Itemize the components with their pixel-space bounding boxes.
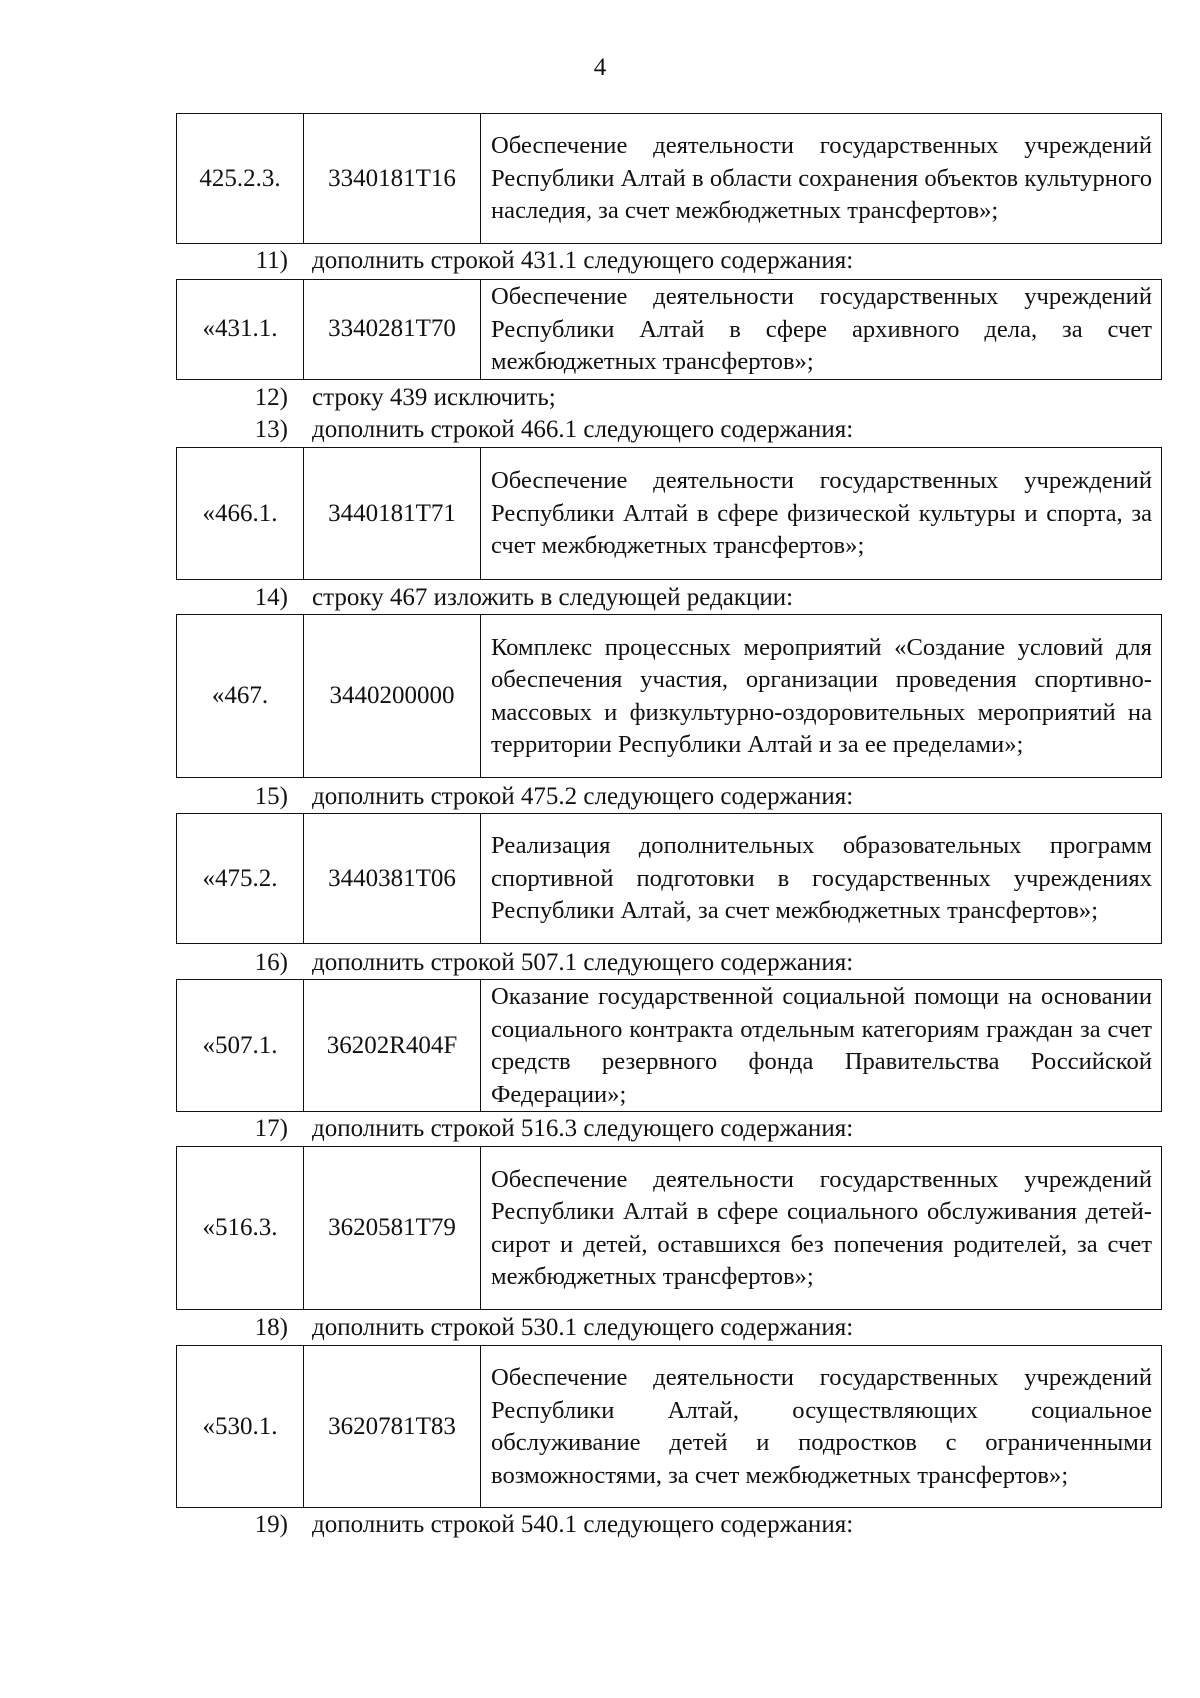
item-number: 15) xyxy=(254,783,288,810)
row-number: «475.2. xyxy=(177,814,304,944)
page-number: 4 xyxy=(593,54,607,81)
item-number: 14) xyxy=(254,584,288,611)
row-description: Обеспечение деятельности государственных учреждений Республики Алтай, осуществляющих социальное обслуживание детей и подростков с ограниченными возможностями, за счет межбюджетных трансфертов»; xyxy=(481,1346,1162,1508)
budget-code: 3620781Т83 xyxy=(304,1346,481,1508)
row-number: «466.1. xyxy=(177,448,304,580)
item-text: дополнить строкой 530.1 следующего содержания: xyxy=(312,1314,854,1341)
table-row xyxy=(177,814,1162,944)
row-number: «467. xyxy=(177,615,304,778)
budget-row-table xyxy=(176,113,1162,244)
budget-row-table xyxy=(176,447,1162,580)
row-number: «516.3. xyxy=(177,1147,304,1310)
table-row xyxy=(177,1147,1162,1310)
table-row xyxy=(177,615,1162,778)
budget-row-table xyxy=(176,813,1162,944)
budget-code: 3440181Т71 xyxy=(304,448,481,580)
budget-row-table xyxy=(176,1345,1162,1508)
row-number: «530.1. xyxy=(177,1346,304,1508)
budget-code: 3440200000 xyxy=(304,615,481,778)
amendment-item xyxy=(176,245,1162,277)
budget-row-table xyxy=(176,279,1162,380)
row-number: «507.1. xyxy=(177,980,304,1112)
budget-row-table xyxy=(176,979,1162,1112)
budget-code: 3620581Т79 xyxy=(304,1147,481,1310)
table-row xyxy=(177,448,1162,580)
row-description: Обеспечение деятельности государственных учреждений Республики Алтай в сфере социального обслуживания детей-сирот и детей, оставшихся без попечения родителей, за счет межбюджетных трансфертов»; xyxy=(481,1147,1162,1310)
amendment-item xyxy=(176,414,1162,446)
item-number: 17) xyxy=(254,1115,288,1142)
budget-code: 3440381Т06 xyxy=(304,814,481,944)
item-number: 11) xyxy=(255,247,288,274)
table-row xyxy=(177,1346,1162,1508)
amendment-item xyxy=(176,781,1162,813)
item-text: дополнить строкой 507.1 следующего содержания: xyxy=(312,949,854,976)
item-number: 12) xyxy=(254,384,288,411)
row-description: Обеспечение деятельности государственных учреждений Республики Алтай в сфере архивного дела, за счет межбюджетных трансфертов»; xyxy=(481,280,1162,380)
row-description: Комплекс процессных мероприятий «Создание условий для обеспечения участия, организации проведения спортивно-массовых и физкультурно-оздоровительных мероприятий на территории Республики Алтай и за ее пределами»; xyxy=(481,615,1162,778)
item-text: строку 467 изложить в следующей редакции: xyxy=(312,584,794,611)
row-description: Реализация дополнительных образовательных программ спортивной подготовки в государственных учреждениях Республики Алтай, за счет межбюджетных трансфертов»; xyxy=(481,814,1162,944)
table-row xyxy=(177,114,1162,244)
item-text: дополнить строкой 540.1 следующего содержания: xyxy=(312,1511,854,1538)
amendment-item xyxy=(176,1113,1162,1145)
row-description: Обеспечение деятельности государственных учреждений Республики Алтай в сфере физической культуры и спорта, за счет межбюджетных трансфертов»; xyxy=(481,448,1162,580)
table-row xyxy=(177,980,1162,1112)
item-text: дополнить строкой 466.1 следующего содержания: xyxy=(312,416,854,443)
amendment-item xyxy=(176,1312,1162,1344)
amendment-item xyxy=(176,582,1162,614)
budget-row-table xyxy=(176,1146,1162,1310)
item-number: 16) xyxy=(254,949,288,976)
item-text: дополнить строкой 431.1 следующего содержания: xyxy=(312,247,854,274)
table-row xyxy=(177,280,1162,380)
item-number: 18) xyxy=(254,1314,288,1341)
row-number: «431.1. xyxy=(177,280,304,380)
amendment-item xyxy=(176,382,1162,414)
item-number: 13) xyxy=(254,416,288,443)
budget-code: 3340181Т16 xyxy=(304,114,481,244)
item-number: 19) xyxy=(254,1511,288,1538)
amendment-item xyxy=(176,947,1162,979)
row-number: 425.2.3. xyxy=(177,114,304,244)
item-text: дополнить строкой 516.3 следующего содержания: xyxy=(312,1115,854,1142)
item-text: строку 439 исключить; xyxy=(312,384,556,411)
budget-row-table xyxy=(176,614,1162,778)
item-text: дополнить строкой 475.2 следующего содержания: xyxy=(312,783,854,810)
row-description: Оказание государственной социальной помощи на основании социального контракта отдельным категориям граждан за счет средств резервного фонда Правительства Российской Федерации»; xyxy=(481,980,1162,1112)
row-description: Обеспечение деятельности государственных учреждений Республики Алтай в области сохранения объектов культурного наследия, за счет межбюджетных трансфертов»; xyxy=(481,114,1162,244)
budget-code: 3340281Т70 xyxy=(304,280,481,380)
budget-code: 36202R404F xyxy=(304,980,481,1112)
amendment-item xyxy=(176,1509,1162,1541)
